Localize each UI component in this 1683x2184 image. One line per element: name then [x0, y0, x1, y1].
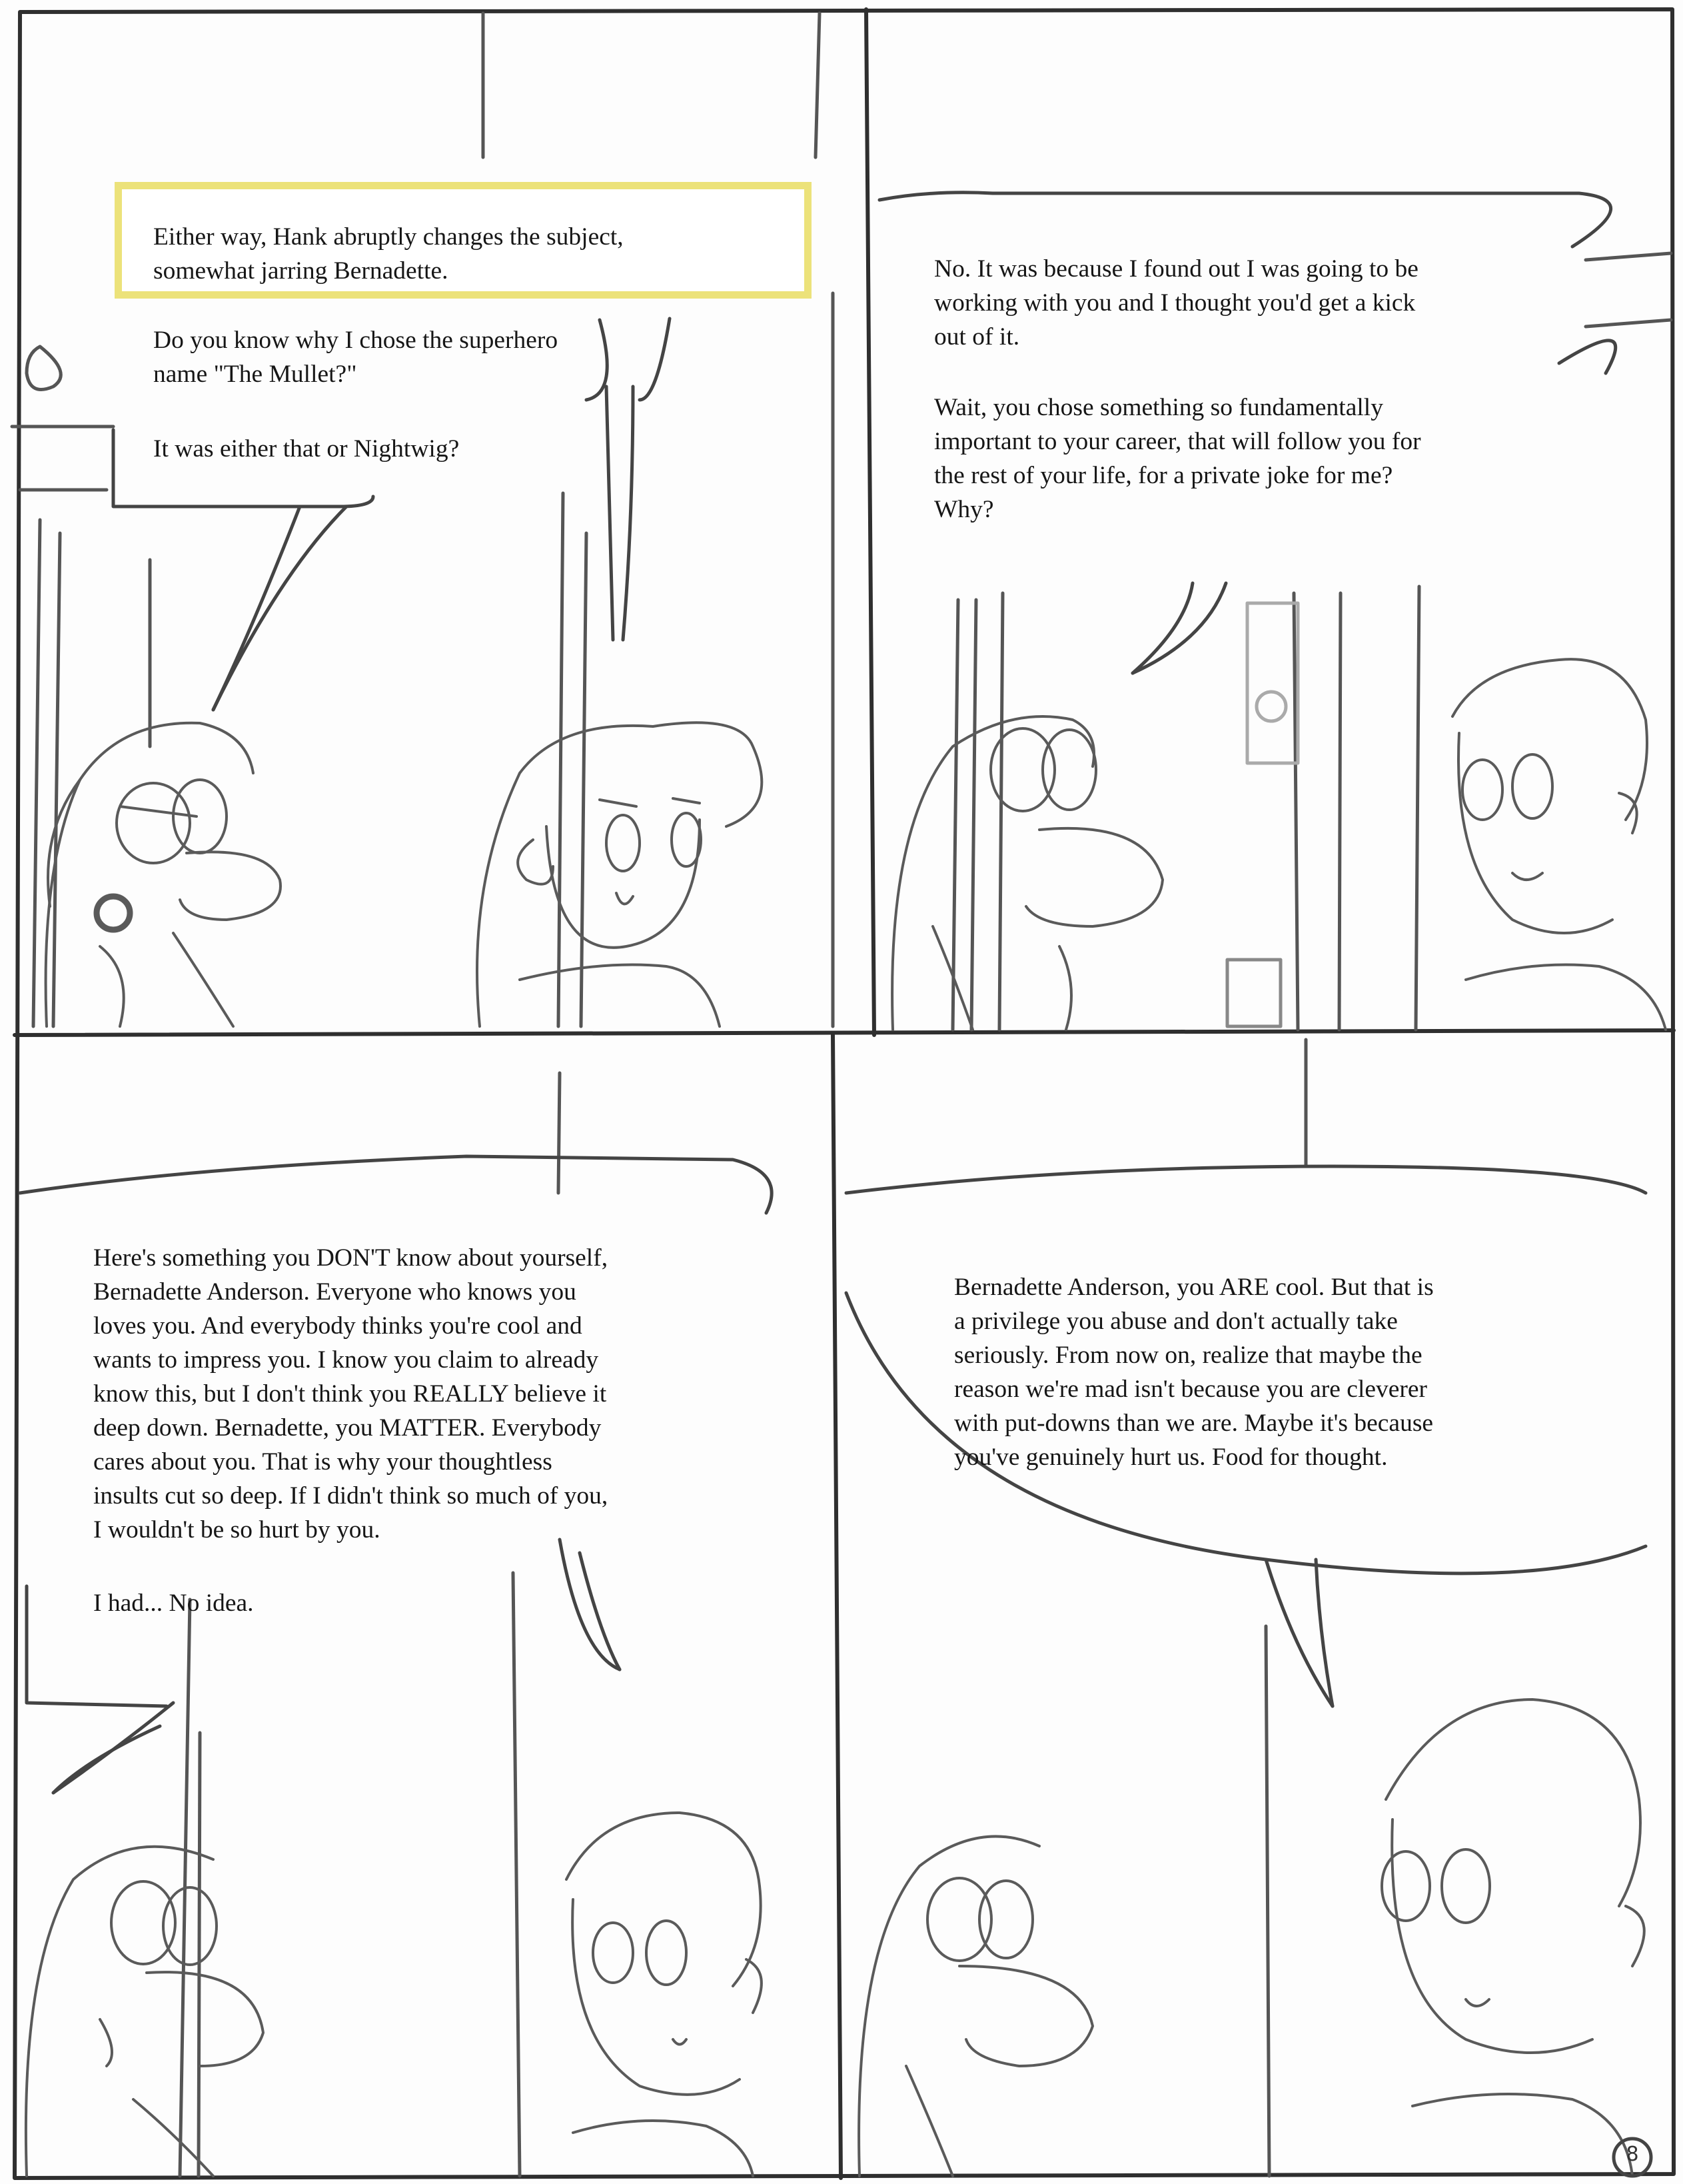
- speech-balloon-1b: It was either that or Nightwig?: [153, 435, 460, 463]
- speech-balloon-4a: Bernadette Anderson, you ARE cool. But that is a privilege you abuse and don't actually take seriously. From now on, realize that maybe the reason we're mad isn't because you are cleverer with put-downs than we are. Maybe it's because you've genuinely hurt us. Food for thought.: [954, 1274, 1434, 1471]
- speech-balloon-2a: No. It was because I found out I was going to be working with you and I thought you'd get a kick out of it.: [934, 255, 1418, 351]
- speech-balloon-3b: I had... No idea.: [93, 1590, 254, 1617]
- caption-text: Either way, Hank abruptly changes the subject, somewhat jarring Bernadette.: [153, 223, 624, 285]
- panel-4-background: [1266, 1040, 1306, 2176]
- speech-balloon-2b: Wait, you chose something so fundamentally important to your career, that will follow you for the rest of your life, for a private joke for me? Why?: [934, 394, 1421, 523]
- panel-3-characters: [26, 1813, 762, 2176]
- speech-balloon-3a: Here's something you DON'T know about yourself, Bernadette Anderson. Everyone who knows you loves you. And everybody thinks you're cool and wants to impress you. I know you claim to already know this, but I don't think you REALLY believe it deep down. Bernadette, you MATTER. Everybody cares about you. That is why your thoughtless insults cut so deep. If I didn't think so much of you, I wouldn't be so hurt by you.: [93, 1244, 608, 1544]
- panel-4-characters: [859, 1699, 1644, 2176]
- panel-2-background: [953, 253, 1671, 1030]
- panel-3-background: [180, 1073, 560, 2176]
- panel-1-characters: [46, 722, 762, 1026]
- speech-balloon-1a: Do you know why I chose the superhero name "The Mullet?": [153, 327, 558, 388]
- panel-1-background: [12, 13, 833, 1026]
- page-number: 8: [1626, 2143, 1639, 2166]
